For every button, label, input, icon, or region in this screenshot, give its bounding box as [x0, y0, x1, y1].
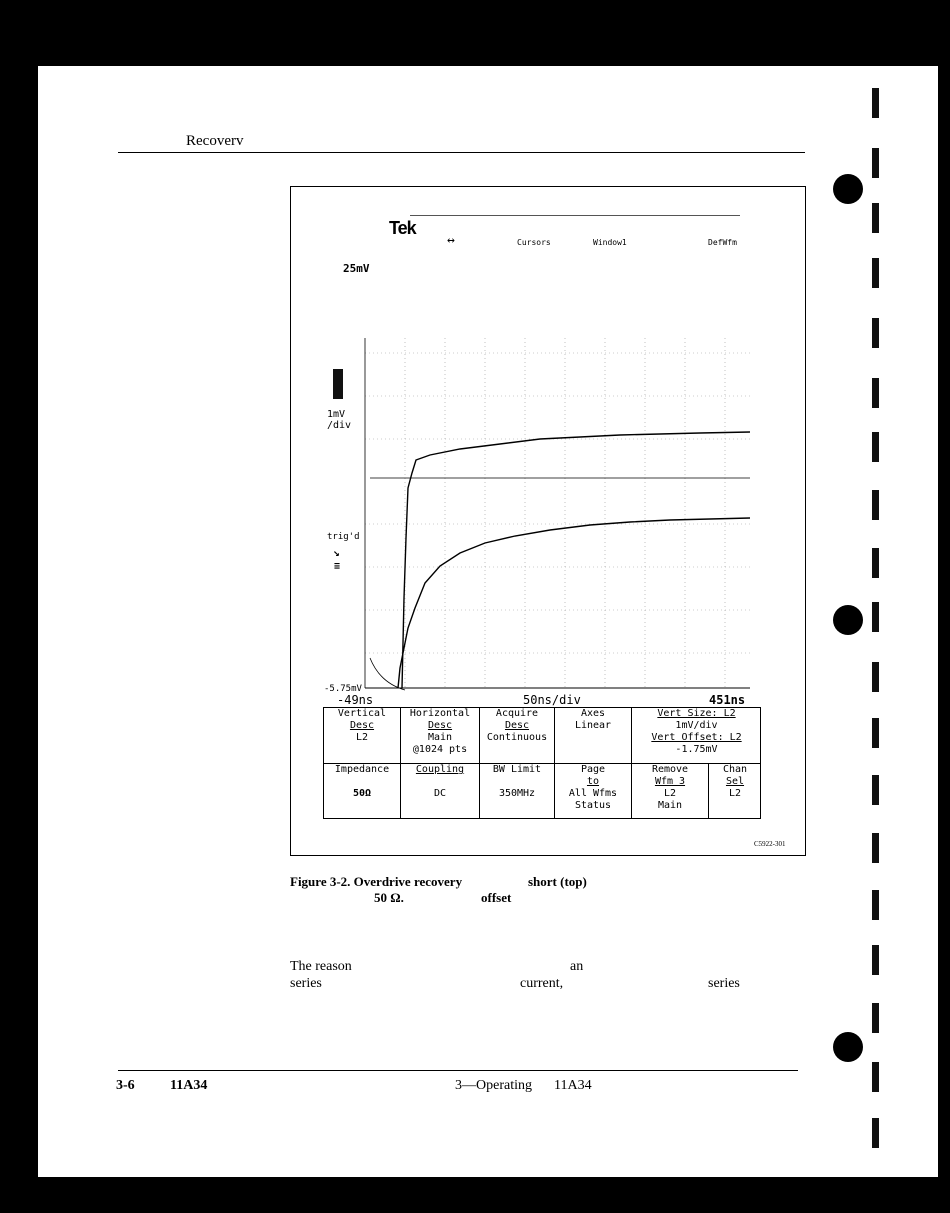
menu-acquire-desc[interactable]: Acquire Desc Continuous [479, 707, 554, 763]
binder-hole [833, 174, 863, 204]
grid [365, 338, 750, 688]
menu-impedance[interactable]: Impedance 50Ω [323, 763, 400, 819]
figure-caption-line2b: offset [481, 890, 512, 905]
running-title: Recoverv [186, 133, 244, 149]
binder-hole [833, 1032, 863, 1062]
channel-icon [333, 369, 343, 399]
page-number: 3-6 [116, 1078, 135, 1093]
binder-hole [833, 605, 863, 635]
time-scale-label: 50ns/div [523, 693, 581, 707]
arrows-icon: ↔ [447, 233, 455, 248]
edge-tab [872, 318, 879, 348]
menu-vert-size-offset[interactable]: Vert Size: L2 1mV/div Vert Offset: L2 -1.75mV [631, 707, 761, 763]
edge-tab [872, 718, 879, 748]
edge-tab [872, 775, 879, 805]
time-start-label: -49ns [337, 693, 374, 707]
figure-caption-line2a: 50 Ω. [374, 890, 404, 905]
menu-bw-limit[interactable]: BW Limit 350MHz [479, 763, 554, 819]
body-text-line1a: The reason [290, 959, 352, 974]
edge-tab [872, 602, 879, 632]
edge-tab [872, 258, 879, 288]
edge-tab [872, 1062, 879, 1092]
menu-horizontal-desc[interactable]: Horizontal Desc Main @1024 pts [400, 707, 479, 763]
header-rule [118, 152, 805, 153]
window-label: Window1 [593, 238, 627, 247]
top-scale-label: 25mV [343, 262, 370, 275]
menu-chan-sel[interactable]: Chan Sel L2 [708, 763, 761, 819]
edge-tab [872, 662, 879, 692]
footer-model-left: 11A34 [170, 1078, 208, 1093]
trigger-marker-icon: ≡ [334, 561, 341, 572]
bottom-trace [398, 518, 750, 688]
bottom-left-value: -5.75mV [324, 684, 362, 694]
figure-caption-line1a: Figure 3-2. Overdrive recovery [290, 874, 463, 889]
menu-coupling[interactable]: Coupling DC [400, 763, 479, 819]
edge-tab [872, 1003, 879, 1033]
catalog-number: C5922-301 [754, 840, 786, 848]
body-text-line1b: an [570, 959, 584, 974]
edge-tab [872, 203, 879, 233]
edge-tab [872, 833, 879, 863]
tek-logo: Tek [389, 218, 416, 238]
trigger-arrow-icon: ↘ [333, 546, 340, 559]
edge-tab [872, 148, 879, 178]
edge-tab [872, 890, 879, 920]
footer-rule [118, 1070, 798, 1071]
body-text-line2b: current, [520, 976, 564, 991]
left-scale-label: 1mV /div [327, 409, 352, 431]
menu-remove-wfm[interactable]: Remove Wfm 3 L2 Main [631, 763, 708, 819]
time-end-label: 451ns [709, 693, 746, 707]
menu-page-to-status[interactable]: Page to All Wfms Status [554, 763, 631, 819]
edge-tab [872, 490, 879, 520]
footer-model-right: 11A34 [554, 1078, 592, 1093]
body-text-line2c: series [708, 976, 740, 991]
edge-tab [872, 378, 879, 408]
defwfm-label: DefWfm [708, 238, 737, 247]
edge-tab [872, 432, 879, 462]
menu-axes[interactable]: Axes Linear [554, 707, 631, 763]
edge-tab [872, 1118, 879, 1148]
menu-vertical-desc[interactable]: Vertical Desc L2 [323, 707, 400, 763]
top-trace [402, 432, 750, 688]
cursors-label: Cursors [517, 238, 551, 247]
top-menu-rule [410, 215, 740, 216]
scope-display [320, 338, 760, 693]
edge-tab [872, 548, 879, 578]
body-text-line2a: series [290, 976, 322, 991]
footer-section: 3—Operating [455, 1078, 532, 1093]
edge-tab [872, 88, 879, 118]
figure-caption-line1b: short (top) [528, 874, 587, 889]
edge-tab [872, 945, 879, 975]
trig-label: trig'd [327, 532, 360, 542]
